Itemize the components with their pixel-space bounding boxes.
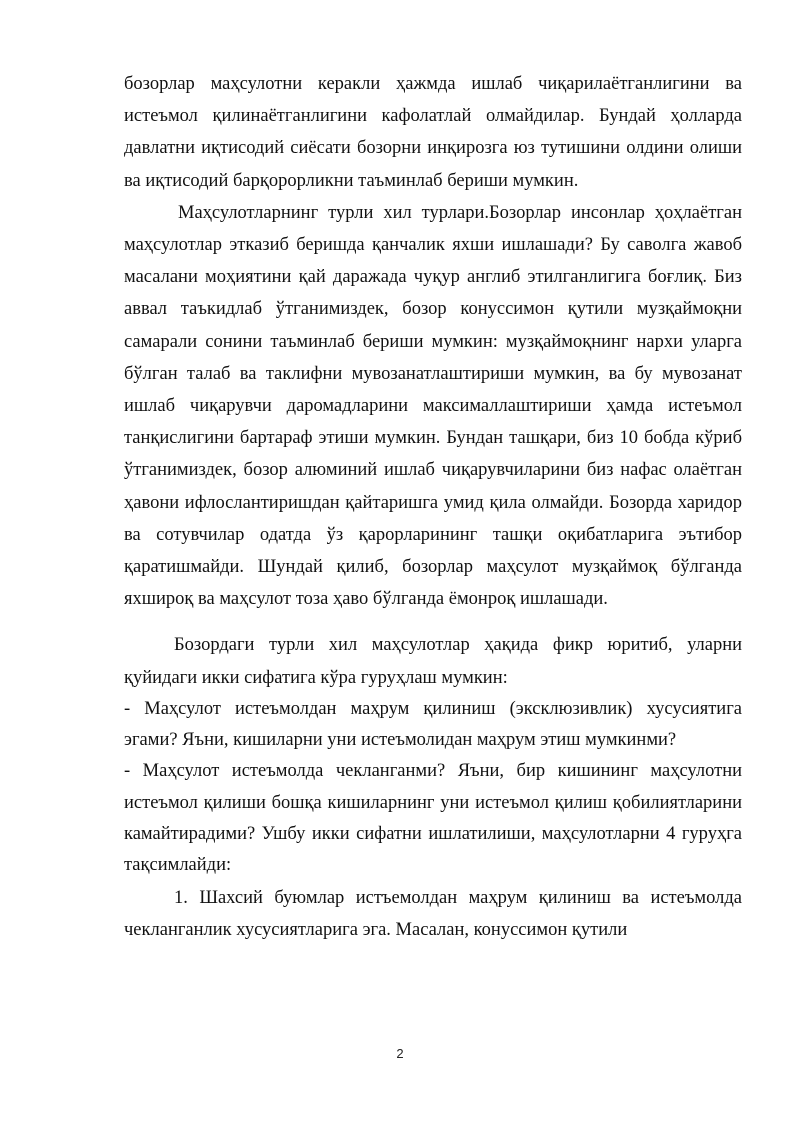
page-body (124, 68, 742, 946)
paragraph-product-types: Маҳсулотларнинг турли хил турлари.Бозорлар инсонлар ҳоҳлаётган маҳсулотлар этказиб беришда қанчалик яхши ишлашади? Бу саволга жавоб масалани моҳиятини қай даражада чуқур англиб этилганлигига боғлиқ. Биз аввал таъкидлаб ўтганимиздек, бозор конуссимон қутили музқаймоқни самарали сонини таъминлаб бериши мумкин: музқаймоқнинг нархи уларга бўлган талаб ва таклифни мувозанатлаштириши мумкин, ва бу мувозанат ишлаб чиқарувчи даромадларини максималлаштириши ҳамда истеъмол танқислигини бартараф этиши мумкин. Бундан ташқари, биз 10 бобда кўриб ўтганимиздек, бозор алюминий ишлаб чиқарувчиларини биз нафас олаётган ҳавони ифлослантиришдан қайтаришга умид қила олмайди. Бозорда харидор ва сотувчилар одатда ўз қарорларининг ташқи оқибатларига эътибор қаратишмайди. Шундай қилиб, бозорлар маҳсулот музқаймоқ бўлганда яхшироқ ва маҳсулот тоза ҳаво бўлганда ёмонроқ ишлашади. (124, 202, 742, 610)
list-item-private-goods: 1. Шахсий буюмлар истъемолдан маҳрум қилиниш ва истеъмолда чекланганлик хусусиятларига эга. Масалан, конуссимон қутили (124, 887, 742, 940)
paragraph-continuation: бозорлар маҳсулотни керакли ҳажмда ишлаб чиқарилаётганлигини ва истеъмол қилинаётганлигини кафолатлай олмайдилар. Бундай ҳолларда давлатни иқтисодий сиёсати бозорни инқирозга юз тутишини олдини олиши ва иқтисодий барқорорликни таъминлаб бериши мумкин. (124, 74, 742, 191)
list-item-excludability: - Маҳсулот истеъмолдан маҳрум қилиниш (эксклюзивлик) хусусиятига эгами? Яъни, кишиларни уни истеъмолидан маҳрум этиш мумкинми? (124, 698, 742, 751)
list-item-rivalry: - Маҳсулот истеъмолда чекланганми? Яъни, бир кишининг маҳсулотни истеъмол қилиши бошқа кишиларнинг уни истеъмол қилиш қобилиятларини камайтирадими? Ушбу икки сифатни ишлатилиши, маҳсулотларни 4 гуруҳга тақсимлайди: (124, 761, 742, 876)
page-number: 2 (396, 1046, 404, 1061)
paragraph-classification: Бозордаги турли хил маҳсулотлар ҳақида фикр юритиб, уларни қуйидаги икки сифатига кўра гуруҳлаш мумкин: (124, 635, 742, 688)
